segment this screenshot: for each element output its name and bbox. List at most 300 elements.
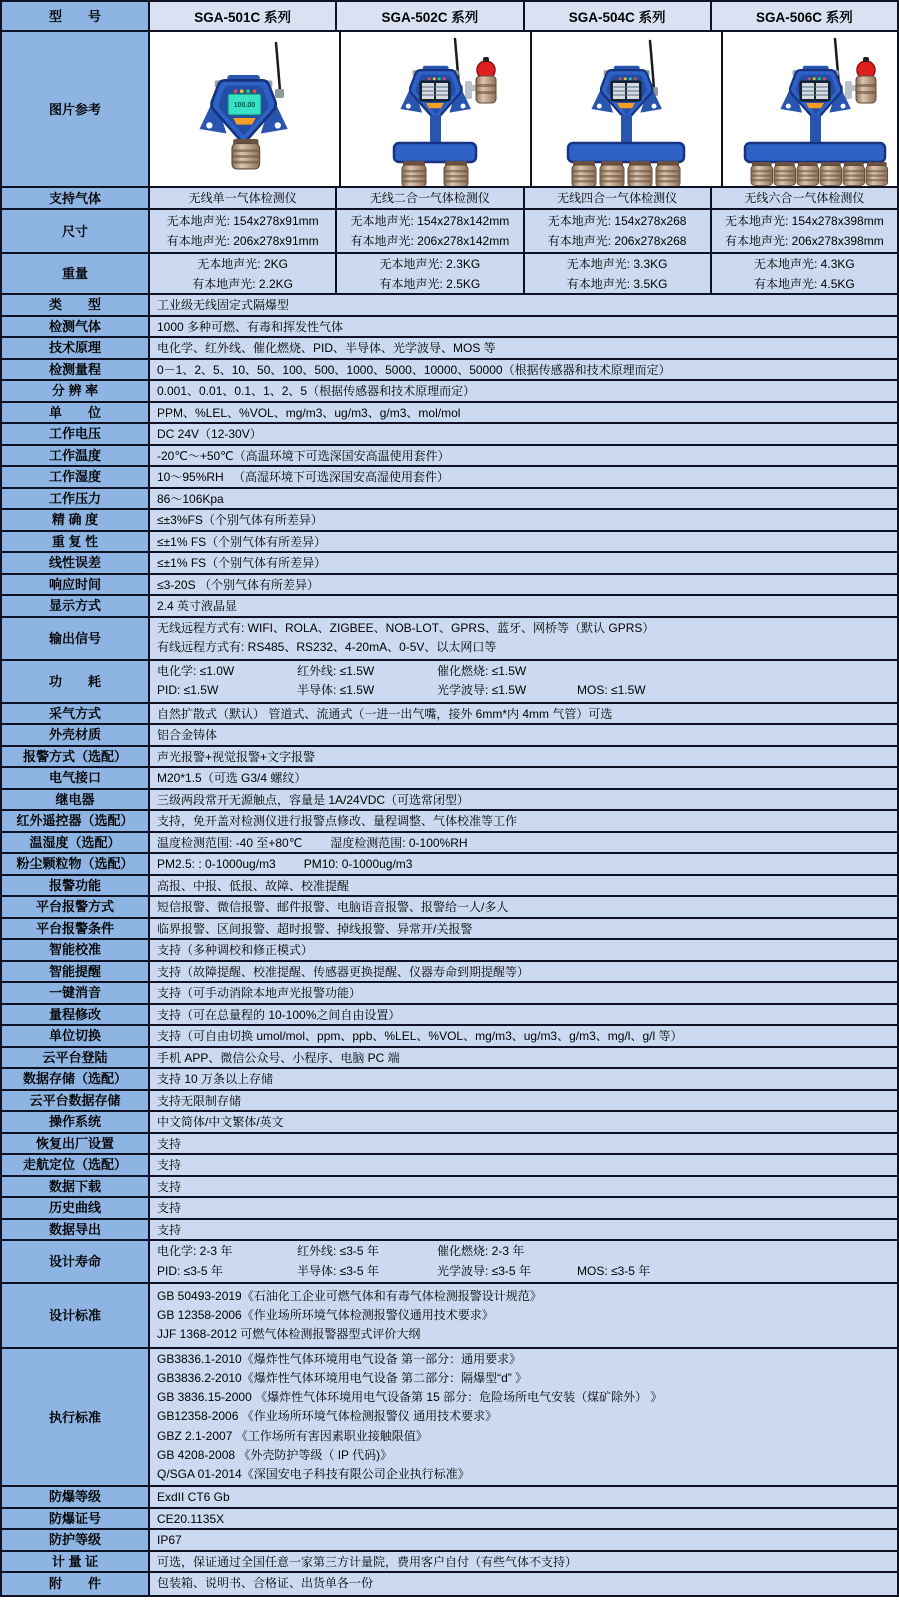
- spec-line: [157, 920, 890, 938]
- spec-row-value: [150, 489, 897, 509]
- spec-line: [157, 1156, 890, 1174]
- spec-segment: 1000 多种可燃、有毒和挥发性气体: [157, 319, 344, 334]
- spec-segment: 86～106Kpa: [157, 491, 224, 506]
- spec-segment: 光学波导: ≤1.5W: [437, 683, 527, 697]
- spec-row-value: [150, 1284, 897, 1347]
- spec-line: [157, 705, 890, 723]
- spec-segment: PM10: 0-1000ug/m3: [303, 857, 413, 871]
- spec-row: [2, 919, 897, 941]
- spec-line: [157, 447, 890, 465]
- spec-row-value: [150, 1048, 897, 1068]
- spec-segment: 有线远程方式有: RS485、RS232、4-20mA、0-5V、以太网口等: [157, 640, 497, 654]
- dimensions-sga-506c: [712, 210, 897, 252]
- spec-line: [157, 1221, 890, 1239]
- spec-row-value: [150, 1509, 897, 1529]
- spec-row-value: [150, 983, 897, 1003]
- spec-segment: 支持: [157, 1201, 182, 1215]
- spec-segment: 电化学: 2-3 年: [157, 1244, 233, 1259]
- dimensions-sga-502c: [337, 210, 524, 252]
- spec-segment: -20℃～+50℃（高温环境下可选深国安高温使用套件）: [157, 448, 450, 463]
- spec-row-label: 线性误差: [2, 553, 150, 573]
- spec-row-label: 平台报警条件: [2, 919, 150, 939]
- spec-segment: GB 3836.15-2000 《爆炸性气体环境用电气设备第 15 部分：危险场所电气安装（煤矿除外） 》: [157, 1390, 663, 1405]
- spec-row-label: 设计标准: [2, 1284, 150, 1347]
- spec-line: [157, 404, 890, 422]
- spec-row-value: [150, 381, 897, 401]
- spec-segment: 支持（可自由切换 umol/mol、ppm、ppb、%LEL、%VOL、mg/m3、ug/m3、g/m3、mg/l、g/l 等）: [157, 1029, 683, 1043]
- spec-line: [157, 963, 890, 981]
- spec-line: [157, 1113, 890, 1131]
- spec-row-label: 数据下载: [2, 1177, 150, 1197]
- spec-row: [2, 747, 897, 769]
- spec-line: [157, 1178, 890, 1196]
- spec-segment: 支持 10 万条以上存储: [157, 1072, 274, 1086]
- weight-sga-502c: [337, 254, 524, 293]
- spec-line: [157, 662, 890, 681]
- spec-row: [2, 1005, 897, 1027]
- image-cell-sga-501c: [150, 32, 341, 186]
- spec-row: [2, 295, 897, 317]
- spec-row-label: 防护等级: [2, 1530, 150, 1550]
- spec-row-label: 一键消音: [2, 983, 150, 1003]
- header-row: [2, 2, 897, 32]
- spec-line: [157, 1199, 890, 1217]
- spec-segment: ExdII CT6 Gb: [157, 1490, 230, 1504]
- spec-line: [157, 1350, 890, 1369]
- spec-segment: PID: ≤3-5 年: [157, 1263, 223, 1278]
- spec-segment: ≤±1% FS（个别气体有所差异）: [157, 556, 327, 570]
- product-image-sga-501c: [150, 32, 339, 187]
- spec-row: [2, 618, 897, 661]
- spec-row: [2, 768, 897, 790]
- spec-segment: MOS: ≤1.5W: [577, 683, 646, 697]
- spec-segment: MOS: ≤3-5 年: [577, 1263, 651, 1278]
- spec-row: [2, 317, 897, 339]
- spec-row: [2, 1112, 897, 1134]
- spec-row-label: 粉尘颗粒物（选配）: [2, 854, 150, 874]
- spec-line: [157, 1427, 890, 1446]
- spec-line: [157, 361, 890, 379]
- header-label: 型 号: [2, 2, 150, 30]
- spec-row: [2, 1134, 897, 1156]
- spec-segment: 支持（故障提醒、校准提醒、传感器更换提醒、仪器寿命到期提醒等）: [157, 964, 530, 979]
- spec-row-label: 显示方式: [2, 596, 150, 616]
- spec-row: [2, 661, 897, 704]
- model-name-sga-502c: SGA-502C 系列: [337, 2, 524, 30]
- spec-segment: 温度检测范围: -40 至+80℃: [157, 835, 303, 850]
- spec-line: [157, 1465, 890, 1484]
- spec-row: [2, 446, 897, 468]
- spec-line: [157, 1553, 890, 1571]
- spec-row-value: [150, 811, 897, 831]
- spec-row: [2, 1487, 897, 1509]
- spec-segment: 0－1、2、5、10、50、100、500、1000、5000、10000、50000（根据传感器和技术原理而定）: [157, 362, 671, 377]
- spec-segment: 铝合金铸体: [157, 728, 218, 742]
- spec-line: [157, 984, 890, 1002]
- spec-row-label: 红外遥控器（选配）: [2, 811, 150, 831]
- support-gas-sga-501c: 无线单一气体检测仪: [150, 188, 337, 208]
- spec-segment: GB 12358-2006《作业场所环境气体检测报警仪通用技术要求》: [157, 1307, 494, 1322]
- spec-row-value: [150, 1155, 897, 1175]
- spec-segment: GB 50493-2019《石油化工企业可燃气体和有毒气体检测报警设计规范》: [157, 1288, 542, 1303]
- spec-row: [2, 553, 897, 575]
- spec-segment: ≤3-20S （个别气体有所差异）: [157, 577, 319, 592]
- support-gas-row: [2, 188, 897, 210]
- spec-row-value: [150, 790, 897, 810]
- spec-line: [157, 855, 890, 873]
- spec-line: [157, 638, 890, 657]
- spec-row-value: [150, 1177, 897, 1197]
- spec-line: [157, 726, 890, 744]
- spec-row-value: [150, 1573, 897, 1595]
- spec-line: [157, 1242, 890, 1261]
- spec-line: [157, 318, 890, 336]
- model-name-sga-506c: SGA-506C 系列: [712, 2, 897, 30]
- spec-segment: 无线远程方式有: WIFI、ROLA、ZIGBEE、NOB-LOT、GPRS、蓝牙、网桥等（默认 GPRS）: [157, 620, 655, 635]
- spec-line: [157, 1407, 890, 1426]
- spec-row: [2, 811, 897, 833]
- spec-row: [2, 338, 897, 360]
- spec-segment: JJF 1368-2012 可燃气体检测报警器型式评价大纲: [157, 1327, 421, 1342]
- spec-segment: 包装箱、说明书、合格证、出货单各一份: [157, 1576, 374, 1591]
- spec-segment: ≤±3%FS（个别气体有所差异）: [157, 513, 323, 527]
- spec-row-value: [150, 338, 897, 358]
- support-gas-label: 支持气体: [2, 188, 150, 208]
- spec-row-label: 恢复出厂设置: [2, 1134, 150, 1154]
- spec-line: [157, 1369, 890, 1388]
- spec-row-value: [150, 510, 897, 530]
- spec-row-value: [150, 424, 897, 444]
- spec-segment: 支持（多种调校和修正模式）: [157, 943, 314, 957]
- spec-segment: 红外线: ≤1.5W: [297, 663, 375, 678]
- spec-row-value: [150, 854, 897, 874]
- spec-row-value: [150, 618, 897, 659]
- spec-line: [157, 1070, 890, 1088]
- spec-segment: GB3836.2-2010《爆炸性气体环境用电气设备 第二部分：隔爆型“d” 》: [157, 1371, 528, 1386]
- spec-row: [2, 704, 897, 726]
- spec-segment: 2.4 英寸液晶显: [157, 599, 238, 613]
- spec-segment: DC 24V（12-30V）: [157, 427, 262, 441]
- spec-segment: 手机 APP、微信公众号、小程序、电脑 PC 端: [157, 1050, 400, 1065]
- spec-row-value: [150, 747, 897, 767]
- spec-row-label: 工作湿度: [2, 467, 150, 487]
- spec-segment: PM2.5: : 0-1000ug/m3: [157, 857, 276, 871]
- spec-segment: 可选，保证通过全国任意一家第三方计量院，费用客户自付（有些气体不支持）: [157, 1554, 578, 1569]
- spec-row-value: [150, 1552, 897, 1572]
- spec-row-label: 智能校准: [2, 940, 150, 960]
- spec-row: [2, 1573, 897, 1595]
- product-image-sga-506c: [723, 32, 897, 187]
- spec-line: [157, 1574, 890, 1593]
- weight-sga-506c: [712, 254, 897, 293]
- spec-line: [157, 1488, 890, 1506]
- spec-segment: 支持: [157, 1158, 182, 1172]
- spec-segment: 电化学、红外线、催化燃烧、PID、半导体、光学波导、MOS 等: [157, 341, 496, 355]
- spec-row-value: [150, 1241, 897, 1282]
- spec-line: [157, 1531, 890, 1549]
- weight-line: 无本地声光: 4.3KG: [754, 256, 855, 271]
- spec-row-value: [150, 919, 897, 939]
- spec-line: [157, 1510, 890, 1528]
- spec-segment: GB3836.1-2010《爆炸性气体环境用电气设备 第一部分：通用要求》: [157, 1352, 522, 1366]
- spec-row-label: 工作电压: [2, 424, 150, 444]
- spec-line: [157, 425, 890, 443]
- dimension-line: 无本地声光: 154x278x142mm: [350, 214, 510, 228]
- spec-row-label: 分 辨 率: [2, 381, 150, 401]
- spec-segment: 催化燃烧: ≤1.5W: [437, 663, 527, 678]
- spec-line: [157, 1006, 890, 1024]
- spec-row: [2, 940, 897, 962]
- spec-row-value: [150, 962, 897, 982]
- spec-row-label: 走航定位（选配）: [2, 1155, 150, 1175]
- product-image-sga-504c: [532, 32, 721, 187]
- spec-row-label: 智能提醒: [2, 962, 150, 982]
- spec-row-value: [150, 295, 897, 315]
- weight-sga-504c: [525, 254, 712, 293]
- spec-segment: 支持，免开盖对检测仪进行报警点修改、量程调整、气体校准等工作: [157, 814, 518, 828]
- spec-row-value: [150, 553, 897, 573]
- spec-line: [157, 468, 890, 486]
- spec-row-value: [150, 704, 897, 724]
- spec-segment: GB12358-2006 《作业场所环境气体检测报警仪 通用技术要求》: [157, 1409, 498, 1424]
- dimension-line: 无本地声光: 154x278x268: [547, 214, 687, 228]
- spec-line: [157, 769, 890, 787]
- weight-line: 有本地声光: 3.5KG: [566, 276, 668, 291]
- spec-row-label: 响应时间: [2, 575, 150, 595]
- spec-row: [2, 1048, 897, 1070]
- spec-row: [2, 962, 897, 984]
- spec-row: [2, 1026, 897, 1048]
- spec-line: [157, 490, 890, 508]
- spec-segment: 半导体: ≤1.5W: [297, 683, 375, 697]
- spec-row-value: [150, 725, 897, 745]
- spec-row-value: [150, 1198, 897, 1218]
- spec-row-value: [150, 467, 897, 487]
- dimension-line: 有本地声光: 206x278x142mm: [350, 234, 510, 248]
- spec-segment: 支持: [157, 1179, 182, 1194]
- spec-row: [2, 424, 897, 446]
- spec-line: [157, 339, 890, 357]
- model-name-sga-504c: SGA-504C 系列: [525, 2, 712, 30]
- spec-row: [2, 1091, 897, 1113]
- spec-row-value: [150, 1069, 897, 1089]
- image-cell-sga-504c: [532, 32, 723, 186]
- spec-row-label: 继电器: [2, 790, 150, 810]
- spec-segment: ≤±1% FS（个别气体有所差异）: [157, 534, 327, 549]
- support-gas-sga-502c: 无线二合一气体检测仪: [337, 188, 524, 208]
- spec-segment: 高报、中报、低报、故障、校准提醒: [157, 878, 350, 893]
- spec-row-label: 云平台数据存储: [2, 1091, 150, 1111]
- spec-row: [2, 1155, 897, 1177]
- spec-row-value: [150, 833, 897, 853]
- spec-row: [2, 489, 897, 511]
- weight-sga-501c: [150, 254, 337, 293]
- image-cell-sga-506c: [723, 32, 897, 186]
- spec-row: [2, 1177, 897, 1199]
- spec-line: [157, 898, 890, 916]
- spec-segment: 10～95%RH （高湿环境下可选深国安高湿使用套件）: [157, 470, 450, 484]
- spec-line: [157, 554, 890, 572]
- dimension-line: 有本地声光: 206x278x268: [547, 234, 687, 248]
- spec-row-value: [150, 1005, 897, 1025]
- spec-row-label: 执行标准: [2, 1349, 150, 1485]
- spec-segment: 工业级无线固定式隔爆型: [157, 298, 290, 312]
- spec-segment: 短信报警、微信报警、邮件报警、电脑语音报警、报警给一人/多人: [157, 900, 509, 914]
- spec-line: [157, 1092, 890, 1110]
- spec-line: [157, 597, 890, 615]
- dimensions-sga-501c: [150, 210, 337, 252]
- spec-row: [2, 467, 897, 489]
- spec-row-label: 设计寿命: [2, 1241, 150, 1282]
- spec-row-label: 检测量程: [2, 360, 150, 380]
- spec-row-label: 重 复 性: [2, 532, 150, 552]
- support-gas-sga-506c: 无线六合一气体检测仪: [712, 188, 897, 208]
- spec-line: [157, 748, 890, 766]
- spec-row: [2, 1349, 897, 1487]
- dimensions-row: [2, 210, 897, 254]
- spec-row-label: 输出信号: [2, 618, 150, 659]
- spec-row-value: [150, 1091, 897, 1111]
- spec-segment: M20*1.5（可选 G3/4 螺纹）: [157, 771, 307, 785]
- spec-row: [2, 575, 897, 597]
- spec-row: [2, 1509, 897, 1531]
- spec-line: [157, 382, 890, 400]
- spec-line: [157, 877, 890, 895]
- spec-row-label: 温湿度（选配）: [2, 833, 150, 853]
- spec-row-label: 平台报警方式: [2, 897, 150, 917]
- spec-line: [157, 1135, 890, 1153]
- spec-row: [2, 1530, 897, 1552]
- spec-row: [2, 381, 897, 403]
- spec-row-value: [150, 1349, 897, 1485]
- spec-line: [157, 1306, 890, 1325]
- spec-row-value: [150, 317, 897, 337]
- spec-row-label: 量程修改: [2, 1005, 150, 1025]
- spec-line: [157, 834, 890, 852]
- spec-line: [157, 533, 890, 551]
- spec-row: [2, 1198, 897, 1220]
- weight-line: 无本地声光: 2KG: [197, 256, 288, 271]
- spec-line: [157, 1027, 890, 1045]
- screen-reading: 100.00: [233, 102, 256, 109]
- spec-line: [157, 511, 890, 529]
- spec-row-value: [150, 1134, 897, 1154]
- spec-row-label: 防爆证号: [2, 1509, 150, 1529]
- spec-row: [2, 897, 897, 919]
- image-row: [2, 32, 897, 188]
- image-cell-sga-502c: [341, 32, 532, 186]
- spec-row: [2, 1284, 897, 1349]
- spec-row-value: [150, 1220, 897, 1240]
- spec-row-label: 技术原理: [2, 338, 150, 358]
- spec-segment: 自然扩散式（默认） 管道式、流通式（一进一出气嘴，接外 6mm*内 4mm 气管）可选: [157, 706, 613, 721]
- spec-row-label: 防爆等级: [2, 1487, 150, 1507]
- spec-row-value: [150, 532, 897, 552]
- spec-line: [157, 296, 890, 314]
- spec-row-label: 单位切换: [2, 1026, 150, 1046]
- spec-row-label: 外壳材质: [2, 725, 150, 745]
- spec-row-value: [150, 575, 897, 595]
- spec-row: [2, 790, 897, 812]
- spec-row-value: [150, 446, 897, 466]
- spec-line: [157, 791, 890, 809]
- spec-segment: Q/SGA 01-2014《深国安电子科技有限公司企业执行标准》: [157, 1466, 470, 1481]
- spec-segment: 电化学: ≤1.0W: [157, 663, 235, 678]
- dimensions-label: 尺寸: [2, 210, 150, 252]
- spec-segment: CE20.1135X: [157, 1511, 225, 1526]
- spec-line: [157, 681, 890, 700]
- spec-row-label: 报警方式（选配）: [2, 747, 150, 767]
- spec-row-value: [150, 403, 897, 423]
- spec-row-value: [150, 876, 897, 896]
- dimensions-sga-504c: [525, 210, 712, 252]
- spec-line: [157, 1287, 890, 1306]
- spec-row-label: 计 量 证: [2, 1552, 150, 1572]
- spec-row-label: 功 耗: [2, 661, 150, 702]
- dimension-line: 有本地声光: 206x278x91mm: [166, 234, 319, 248]
- spec-row-label: 检测气体: [2, 317, 150, 337]
- spec-segment: 支持无限制存储: [157, 1093, 242, 1108]
- spec-segment: 支持（可手动消除本地声光报警功能）: [157, 986, 362, 1000]
- spec-segment: 支持（可在总量程的 10-100%之间自由设置）: [157, 1007, 401, 1022]
- spec-segment: 0.001、0.01、0.1、1、2、5（根据传感器和技术原理而定）: [157, 384, 476, 398]
- spec-segment: 红外线: ≤3-5 年: [297, 1244, 379, 1259]
- spec-line: [157, 576, 890, 594]
- weight-line: 有本地声光: 2.5KG: [379, 276, 481, 291]
- spec-row: [2, 833, 897, 855]
- spec-segment: 支持: [157, 1136, 182, 1151]
- spec-row-label: 精 确 度: [2, 510, 150, 530]
- spec-row: [2, 876, 897, 898]
- spec-row-label: 工作压力: [2, 489, 150, 509]
- spec-row: [2, 1552, 897, 1574]
- spec-line: [157, 1446, 890, 1465]
- spec-row: [2, 983, 897, 1005]
- dimension-line: 无本地声光: 154x278x91mm: [166, 214, 319, 228]
- spec-line: [157, 1262, 890, 1281]
- dimension-line: 无本地声光: 154x278x398mm: [725, 214, 884, 228]
- spec-line: [157, 812, 890, 830]
- spec-row-label: 单 位: [2, 403, 150, 423]
- model-name-sga-501c: SGA-501C 系列: [150, 2, 337, 30]
- spec-row-value: [150, 1026, 897, 1046]
- spec-line: [157, 1325, 890, 1344]
- spec-row-label: 附 件: [2, 1573, 150, 1595]
- weight-line: 有本地声光: 2.2KG: [192, 276, 293, 291]
- spec-line: [157, 1049, 890, 1067]
- spec-line: [157, 1388, 890, 1407]
- spec-row-value: [150, 661, 897, 702]
- spec-row: [2, 725, 897, 747]
- spec-segment: 中文简体/中文繁体/英文: [157, 1115, 284, 1129]
- spec-line: [157, 619, 890, 638]
- spec-row-value: [150, 897, 897, 917]
- spec-row-label: 数据导出: [2, 1220, 150, 1240]
- dimension-line: 有本地声光: 206x278x398mm: [725, 234, 884, 248]
- spec-segment: 光学波导: ≤3-5 年: [437, 1263, 531, 1278]
- product-image-sga-502c: [341, 32, 530, 187]
- spec-row-value: [150, 1112, 897, 1132]
- weight-line: 有本地声光: 4.5KG: [754, 276, 855, 291]
- spec-row: [2, 1241, 897, 1284]
- spec-row-value: [150, 360, 897, 380]
- spec-segment: 半导体: ≤3-5 年: [297, 1263, 379, 1278]
- spec-line: [157, 941, 890, 959]
- spec-segment: PPM、%LEL、%VOL、mg/m3、ug/m3、g/m3、mol/mol: [157, 405, 461, 420]
- spec-row-label: 工作温度: [2, 446, 150, 466]
- spec-rows: [2, 295, 897, 1595]
- spec-row-value: [150, 768, 897, 788]
